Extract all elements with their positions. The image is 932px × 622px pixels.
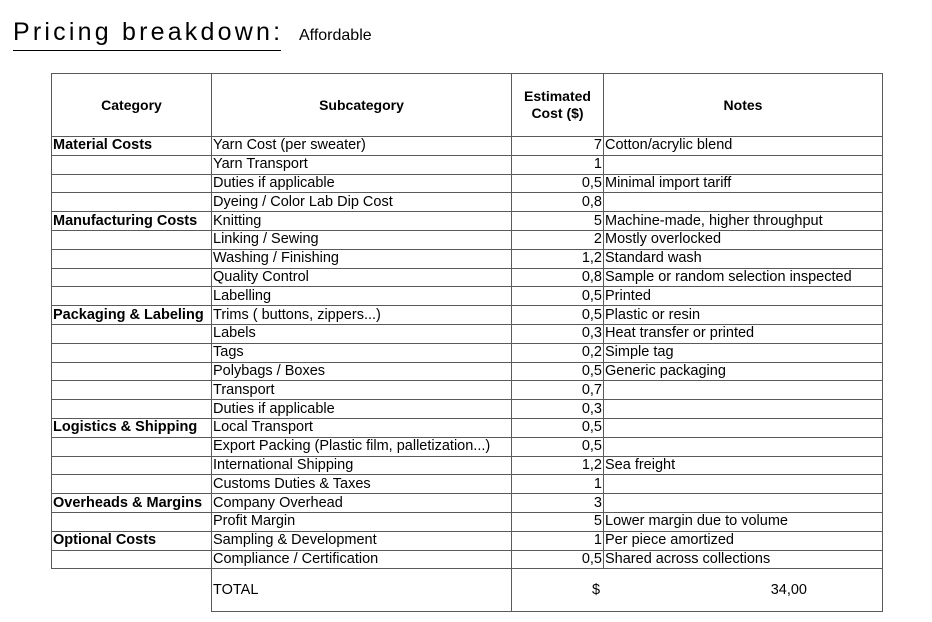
cell-category — [52, 268, 212, 287]
cell-notes — [604, 437, 883, 456]
cell-subcategory: Sampling & Development — [212, 531, 512, 550]
cell-subcategory: Compliance / Certification — [212, 550, 512, 569]
cell-category — [52, 475, 212, 494]
cell-notes: Lower margin due to volume — [604, 512, 883, 531]
table-row — [52, 174, 883, 193]
cell-cost: 3 — [512, 494, 604, 513]
cell-subcategory: Labels — [212, 324, 512, 343]
table-row — [52, 381, 883, 400]
cell-subcategory: Company Overhead — [212, 494, 512, 513]
total-value: 34,00 — [770, 581, 807, 598]
cell-cost: 0,3 — [512, 324, 604, 343]
title-underline — [13, 50, 281, 51]
table-row — [52, 306, 883, 325]
cell-cost: 0,5 — [512, 550, 604, 569]
cell-subcategory: Linking / Sewing — [212, 230, 512, 249]
table-row — [52, 193, 883, 212]
cell-cost: 0,5 — [512, 174, 604, 193]
cell-cost: 1 — [512, 475, 604, 494]
total-currency: $ — [592, 581, 601, 598]
table-row — [52, 230, 883, 249]
cell-category: Packaging & Labeling — [52, 306, 212, 325]
cell-cost: 1,2 — [512, 456, 604, 475]
table-row — [52, 437, 883, 456]
cell-cost: 0,7 — [512, 381, 604, 400]
table-row — [52, 362, 883, 381]
cell-category — [52, 512, 212, 531]
cell-cost: 0,8 — [512, 193, 604, 212]
total-row — [52, 569, 883, 612]
table-row — [52, 268, 883, 287]
cell-category — [52, 362, 212, 381]
table-row — [52, 531, 883, 550]
total-label: TOTAL — [212, 569, 512, 612]
cell-subcategory: Yarn Cost (per sweater) — [212, 137, 512, 156]
cell-category — [52, 287, 212, 306]
table-row — [52, 343, 883, 362]
cell-cost: 1,2 — [512, 249, 604, 268]
header-subcategory: Subcategory — [212, 74, 512, 137]
cell-notes: Minimal import tariff — [604, 174, 883, 193]
page-subtitle: Affordable — [299, 27, 372, 44]
cell-cost: 7 — [512, 137, 604, 156]
cell-notes: Machine-made, higher throughput — [604, 212, 883, 231]
cell-notes: Sea freight — [604, 456, 883, 475]
total-spacer — [52, 569, 212, 612]
cell-category — [52, 230, 212, 249]
table-row — [52, 550, 883, 569]
cell-cost: 5 — [512, 512, 604, 531]
cell-category — [52, 155, 212, 174]
cell-category: Material Costs — [52, 137, 212, 156]
cell-notes — [604, 418, 883, 437]
cell-subcategory: Tags — [212, 343, 512, 362]
cell-notes: Shared across collections — [604, 550, 883, 569]
cell-subcategory: Transport — [212, 381, 512, 400]
cell-subcategory: Yarn Transport — [212, 155, 512, 174]
cell-category: Overheads & Margins — [52, 494, 212, 513]
cell-notes: Heat transfer or printed — [604, 324, 883, 343]
cell-subcategory: Quality Control — [212, 268, 512, 287]
page-title: Pricing breakdown: — [13, 18, 284, 46]
cell-category — [52, 343, 212, 362]
header-estimated-cost: Estimated Cost ($) — [512, 74, 604, 137]
cell-cost: 5 — [512, 212, 604, 231]
cell-category — [52, 324, 212, 343]
table-row — [52, 418, 883, 437]
cell-category — [52, 456, 212, 475]
cell-cost: 2 — [512, 230, 604, 249]
cell-notes — [604, 155, 883, 174]
cell-notes — [604, 381, 883, 400]
cell-notes: Standard wash — [604, 249, 883, 268]
table-row — [52, 287, 883, 306]
cell-subcategory: Export Packing (Plastic film, palletization...) — [212, 437, 512, 456]
cell-category: Optional Costs — [52, 531, 212, 550]
cell-notes: Sample or random selection inspected — [604, 268, 883, 287]
cell-subcategory: Labelling — [212, 287, 512, 306]
cell-notes: Cotton/acrylic blend — [604, 137, 883, 156]
cell-notes: Plastic or resin — [604, 306, 883, 325]
cell-cost: 0,3 — [512, 400, 604, 419]
cell-category: Logistics & Shipping — [52, 418, 212, 437]
cell-category — [52, 437, 212, 456]
cell-subcategory: Polybags / Boxes — [212, 362, 512, 381]
cell-notes — [604, 193, 883, 212]
cell-notes: Simple tag — [604, 343, 883, 362]
cell-notes: Generic packaging — [604, 362, 883, 381]
table-row — [52, 137, 883, 156]
cell-cost: 0,5 — [512, 418, 604, 437]
table-row — [52, 456, 883, 475]
cell-subcategory: Knitting — [212, 212, 512, 231]
total-amount-cell — [512, 569, 883, 612]
cell-cost: 0,5 — [512, 437, 604, 456]
cell-subcategory: Washing / Finishing — [212, 249, 512, 268]
cell-category — [52, 249, 212, 268]
cell-cost: 0,5 — [512, 362, 604, 381]
table-row — [52, 494, 883, 513]
table-row — [52, 212, 883, 231]
cell-cost: 1 — [512, 531, 604, 550]
cell-subcategory: Local Transport — [212, 418, 512, 437]
cell-category — [52, 381, 212, 400]
table-row — [52, 400, 883, 419]
cell-notes — [604, 400, 883, 419]
cell-notes: Per piece amortized — [604, 531, 883, 550]
table-body — [52, 137, 883, 569]
cell-subcategory: International Shipping — [212, 456, 512, 475]
table-row — [52, 249, 883, 268]
cell-cost: 0,2 — [512, 343, 604, 362]
table-row — [52, 324, 883, 343]
cell-subcategory: Duties if applicable — [212, 174, 512, 193]
header-notes: Notes — [604, 74, 883, 137]
cell-cost: 1 — [512, 155, 604, 174]
cell-notes: Mostly overlocked — [604, 230, 883, 249]
cell-category — [52, 400, 212, 419]
cell-subcategory: Customs Duties & Taxes — [212, 475, 512, 494]
cell-category — [52, 193, 212, 212]
cell-subcategory: Trims ( buttons, zippers...) — [212, 306, 512, 325]
pricing-table — [51, 73, 883, 612]
table-row — [52, 512, 883, 531]
header-category: Category — [52, 74, 212, 137]
table-row — [52, 155, 883, 174]
cell-cost: 0,5 — [512, 306, 604, 325]
cell-subcategory: Profit Margin — [212, 512, 512, 531]
cell-subcategory: Dyeing / Color Lab Dip Cost — [212, 193, 512, 212]
cell-category — [52, 174, 212, 193]
cell-subcategory: Duties if applicable — [212, 400, 512, 419]
cell-cost: 0,5 — [512, 287, 604, 306]
cell-notes: Printed — [604, 287, 883, 306]
cell-cost: 0,8 — [512, 268, 604, 287]
cell-category — [52, 550, 212, 569]
cell-category: Manufacturing Costs — [52, 212, 212, 231]
header-row — [52, 74, 883, 137]
table-row — [52, 475, 883, 494]
cell-notes — [604, 475, 883, 494]
cell-notes — [604, 494, 883, 513]
